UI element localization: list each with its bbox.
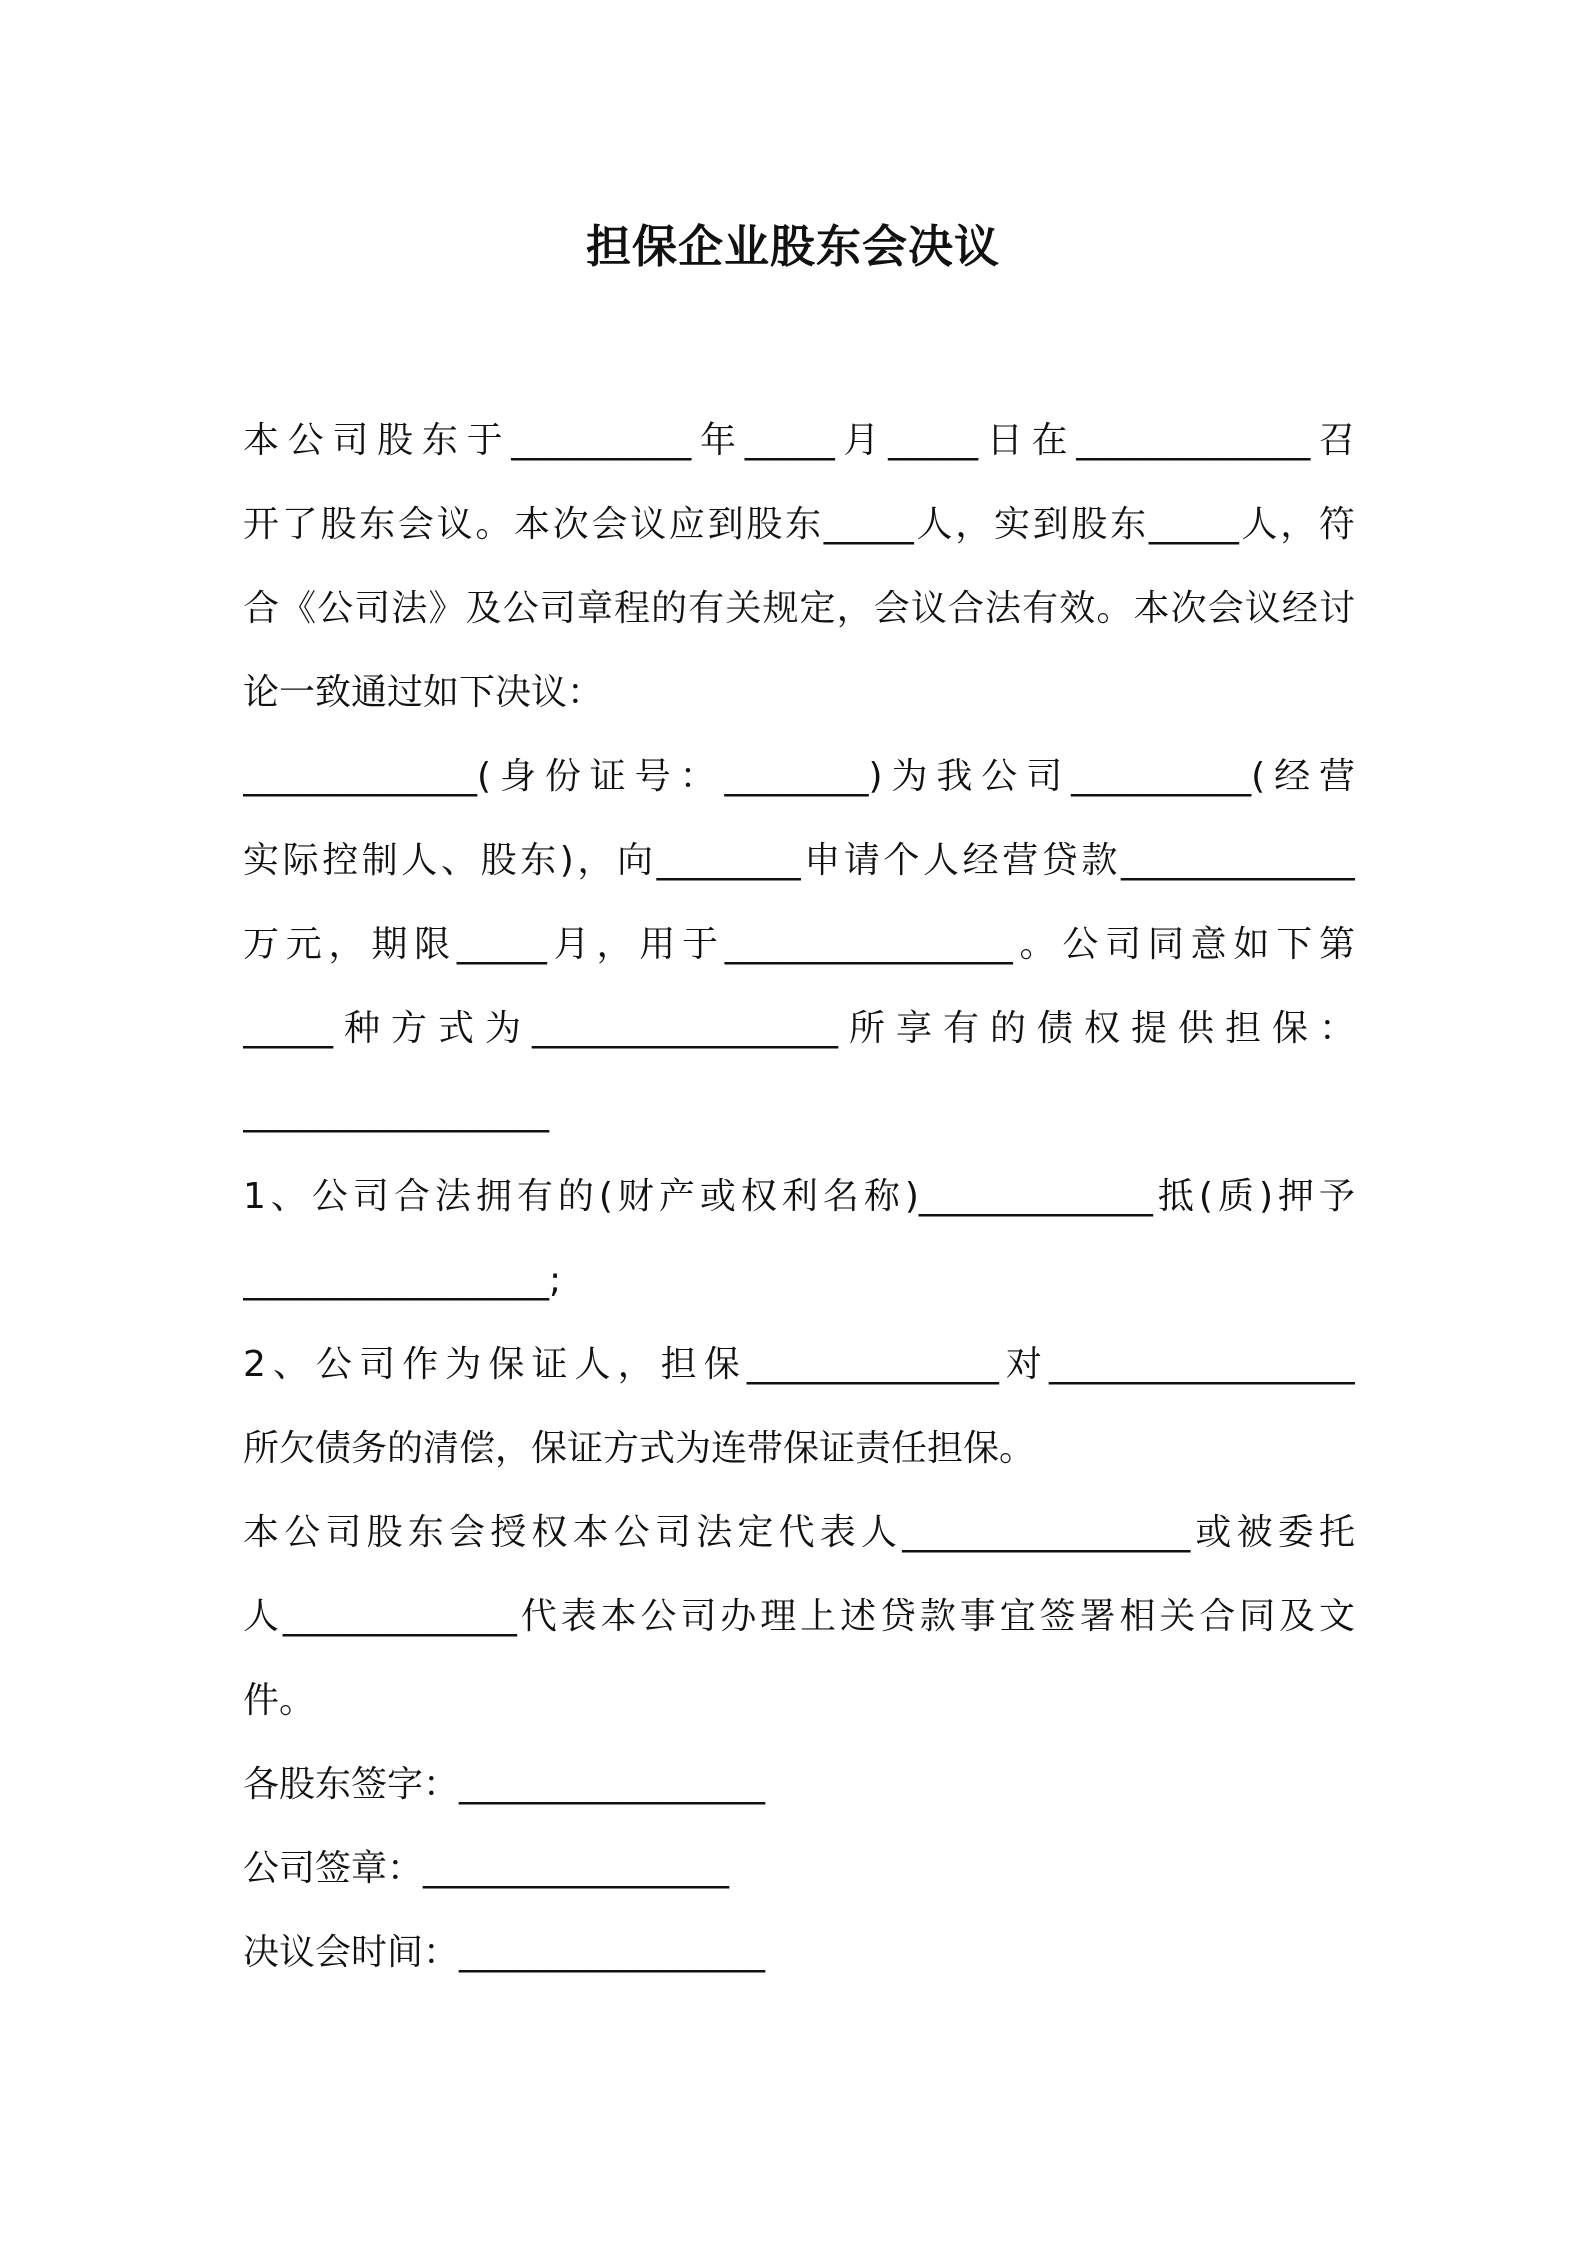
paragraph-line-13: 所欠债务的清偿，保证方式为连带保证责任担保。 [243, 1428, 1036, 1469]
paragraph-line-2: 开了股东会议。本次会议应到股东_____人，实到股东_____人，符 [243, 504, 1355, 545]
paragraph-line-3: 合《公司法》及公司章程的有关规定，会议合法有效。本次会议经讨 [243, 588, 1355, 629]
paragraph-line-9: _________________ [243, 1092, 549, 1133]
signature-shareholders-line: 各股东签字：_________________ [243, 1764, 766, 1805]
paragraph-line-7: 万元，期限_____月，用于________________。公司同意如下第 [243, 924, 1355, 965]
paragraph-line-12: 2、公司作为保证人，担保______________对_________________ [243, 1344, 1355, 1385]
paragraph-line-8: _____种方式为_________________所享有的债权提供担保： [243, 1008, 1355, 1049]
paragraph-line-16: 件。 [243, 1680, 316, 1721]
paragraph-line-15: 人_____________代表本公司办理上述贷款事宜签署相关合同及文 [243, 1596, 1355, 1637]
paragraph-line-6: 实际控制人、股东)，向________申请个人经营贷款_____________ [243, 840, 1355, 881]
paragraph-line-1: 本公司股东于__________年_____月_____日在_____________召 [243, 420, 1355, 461]
paragraph-line-5: _____________(身份证号：________)为我公司__________(经营 [243, 756, 1355, 797]
paragraph-line-14: 本公司股东会授权本公司法定代表人________________或被委托 [243, 1512, 1355, 1553]
document-title: 担保企业股东会决议 [585, 220, 1000, 273]
company-seal-line: 公司签章：_________________ [243, 1848, 730, 1889]
resolution-time-line: 决议会时间：_________________ [243, 1932, 766, 1973]
paragraph-line-4: 论一致通过如下决议： [243, 672, 604, 713]
paragraph-line-11: _________________; [243, 1260, 562, 1301]
paragraph-line-10: 1、公司合法拥有的(财产或权利名称)_____________抵(质)押予 [243, 1176, 1355, 1217]
